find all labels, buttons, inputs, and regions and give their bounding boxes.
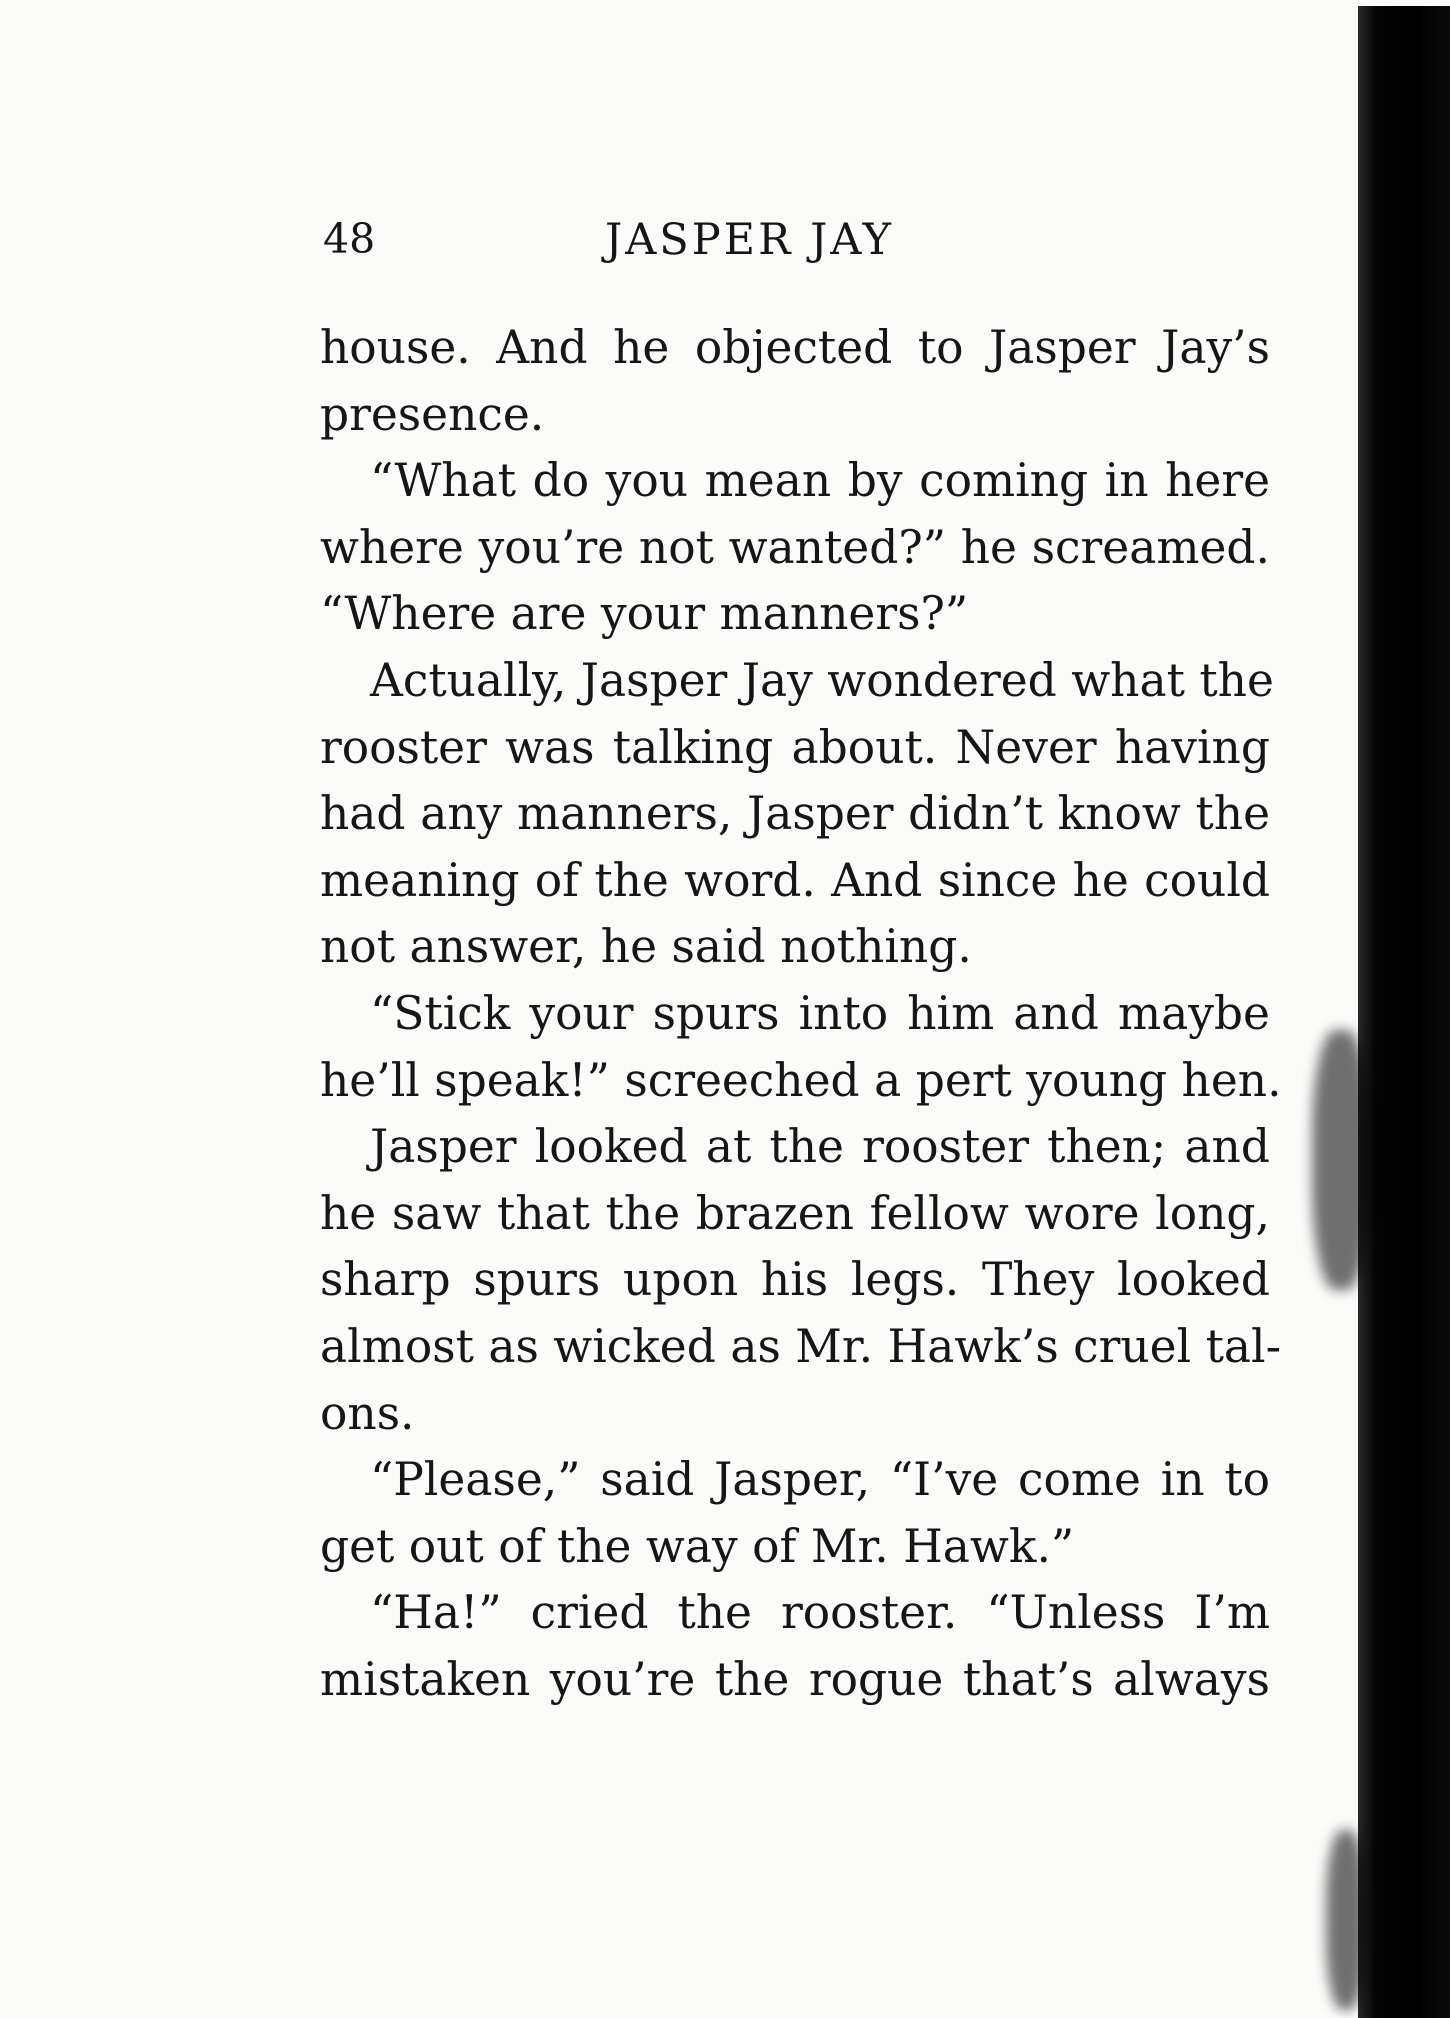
- book-spine-shadow: [1358, 6, 1450, 2018]
- running-title: JASPER JAY: [605, 215, 895, 265]
- page-number: 48: [323, 215, 376, 263]
- text-line: had any manners, Jasper didn’t know the: [320, 787, 1270, 841]
- spine-ink-bleed: [1312, 1030, 1370, 1290]
- text-line: “Stick your spurs into him and maybe: [370, 986, 1270, 1040]
- text-line: “Where are your manners?”: [320, 587, 969, 641]
- text-line: “What do you mean by coming in here: [370, 454, 1270, 508]
- text-line: where you’re not wanted?” he screamed.: [320, 520, 1270, 574]
- text-line: “Ha!” cried the rooster. “Unless I’m: [370, 1586, 1270, 1640]
- running-header: [323, 215, 1283, 275]
- text-line: sharp spurs upon his legs. They looked: [320, 1253, 1270, 1307]
- text-line: not answer, he said nothing.: [320, 920, 972, 974]
- text-line: he saw that the brazen fellow wore long,: [320, 1186, 1270, 1240]
- spine-ink-bleed: [1326, 1830, 1366, 2010]
- text-line: rooster was talking about. Never having: [320, 720, 1270, 774]
- text-line: mistaken you’re the rogue that’s always: [320, 1652, 1270, 1706]
- text-line: Jasper looked at the rooster then; and: [370, 1120, 1270, 1174]
- text-line: ons.: [320, 1386, 415, 1440]
- text-line: house. And he objected to Jasper Jay’s: [320, 321, 1270, 374]
- text-line: he’ll speak!” screeched a pert young hen.: [320, 1053, 1282, 1107]
- text-line: get out of the way of Mr. Hawk.”: [320, 1519, 1075, 1573]
- body-text: [320, 315, 1282, 1713]
- text-line: meaning of the word. And since he could: [320, 853, 1270, 907]
- text-line: “Please,” said Jasper, “I’ve come in to: [370, 1453, 1270, 1507]
- text-line: Actually, Jasper Jay wondered what the: [370, 653, 1274, 707]
- text-line: presence.: [320, 387, 545, 441]
- text-line: almost as wicked as Mr. Hawk’s cruel tal-: [320, 1319, 1281, 1373]
